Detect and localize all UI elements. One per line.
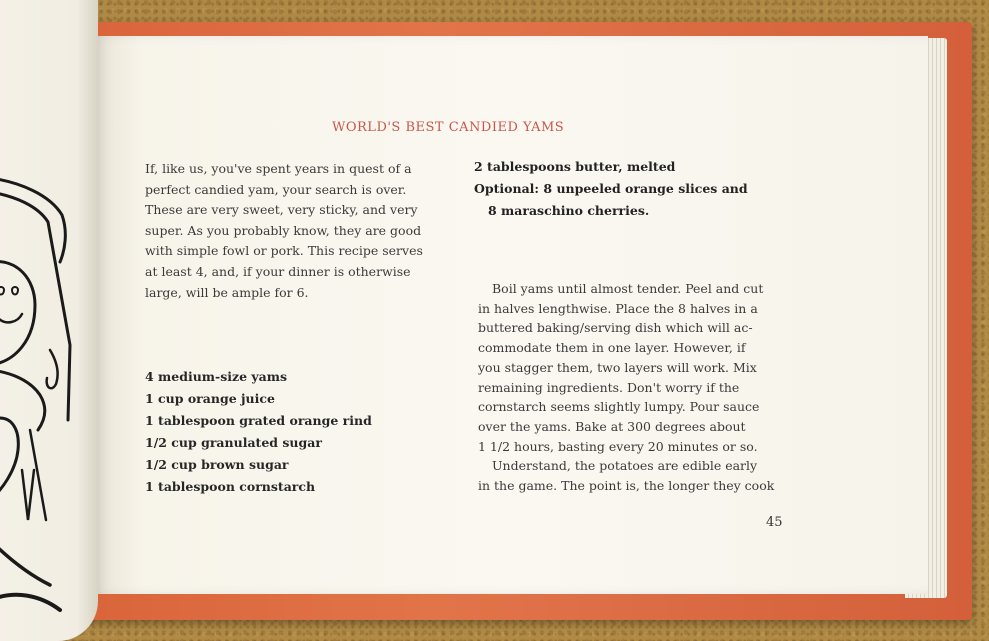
intro-line: If, like us, you've spent years in quest of a — [145, 161, 412, 176]
ingredient-item: 1 cup orange juice — [145, 391, 275, 406]
ingredient-item: 4 medium-size yams — [145, 369, 288, 384]
method-line: you stagger them, two layers will work. Mix — [478, 359, 757, 375]
intro-line: These are very sweet, very sticky, and very — [145, 202, 418, 218]
page-number: 45 — [766, 515, 783, 530]
ingredient-item: Optional: 8 unpeeled orange slices and — [474, 181, 748, 196]
ingredient-list — [145, 366, 445, 498]
intro-line: large, will be ample for 6. — [145, 284, 309, 300]
intro-paragraph — [145, 159, 440, 303]
recipe-title: WORLD'S BEST CANDIED YAMS — [332, 120, 565, 135]
intro-line: super. As you probably know, they are good — [145, 222, 422, 238]
ingredient-item: 1/2 cup granulated sugar — [145, 435, 322, 450]
ingredient-item: 2 tablespoons butter, melted — [474, 159, 676, 174]
method-line: over the yams. Bake at 300 degrees about — [478, 418, 746, 434]
intro-line: with simple fowl or pork. This recipe serves — [145, 243, 423, 259]
method-line: Understand, the potatoes are edible early — [492, 458, 758, 474]
intro-line: perfect candied yam, your search is over. — [145, 181, 407, 197]
cartoon-illustration — [0, 0, 98, 641]
method-line: Boil yams until almost tender. Peel and cut — [492, 281, 764, 296]
method-line: in the game. The point is, the longer they cook — [478, 478, 775, 494]
ingredient-item: 1/2 cup brown sugar — [145, 457, 289, 472]
ingredient-item: 1 tablespoon grated orange rind — [145, 413, 372, 428]
intro-line: at least 4, and, if your dinner is otherwise — [145, 263, 411, 279]
method-line: buttered baking/serving dish which will ac- — [478, 320, 753, 336]
method-line: in halves lengthwise. Place the 8 halves in a — [478, 300, 758, 316]
method-line: 1 1/2 hours, basting every 20 minutes or so. — [478, 438, 758, 454]
left-page — [0, 0, 98, 641]
method-line: commodate them in one layer. However, if — [478, 340, 746, 356]
ingredient-item: 8 maraschino cherries. — [488, 203, 650, 218]
method-line: remaining ingredients. Don't worry if the — [478, 379, 740, 395]
ingredient-item: 1 tablespoon cornstarch — [145, 479, 316, 494]
ingredient-list-continued — [474, 156, 794, 222]
method-paragraph — [478, 279, 786, 496]
method-line: cornstarch seems slightly lumpy. Pour sauce — [478, 399, 760, 415]
